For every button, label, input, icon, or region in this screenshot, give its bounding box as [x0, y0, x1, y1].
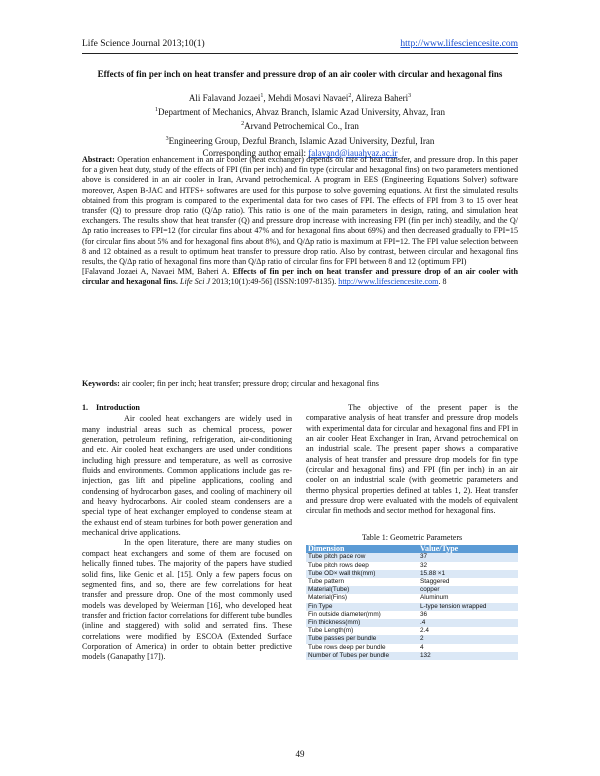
- paragraph: Air cooled heat exchangers are widely used in many industrial areas such as chemical process, power generation, petroleum refining, refrigeration, air-conditioning and etc. Air cooled heat exchangers are used under conditions including high pressure and temperature, as well as corrosive fluids and environments. Common applications include gas re-injection, gas lift and pipeline applications, cooling and condensing of hydrocarbon gases, and cooling of machinery oil and heavy hydrocarbons. Air cooled steam condensers are a special type of heat exchanger employed to condense steam at the exhaust end of steam turbines for both power generation and mechanical drive applications.: [82, 414, 292, 538]
- citation-journal: Life Sci J: [179, 277, 211, 287]
- table-row: [306, 611, 518, 619]
- abstract-body: [82, 155, 518, 267]
- affiliation-sup: 3: [165, 135, 169, 142]
- table-row: [306, 578, 518, 586]
- dimension-cell: Tube Length(m): [306, 627, 418, 635]
- table-row: [306, 603, 518, 611]
- table-row: [306, 570, 518, 578]
- keywords-text: air cooler; fin per inch; heat transfer; pressure drop; circular and hexagonal fins: [121, 379, 379, 388]
- running-header: [82, 37, 518, 54]
- affiliation: [70, 118, 530, 132]
- paragraph: In the open literature, there are many studies on compact heat exchangers and some of them are focused on helically finned tubes. The majority of the papers have studied solid fins, like Genic et al. [15]. Only a few papers focus on segmented fins, and so, there are few correlations for heat transfer and pressure drop. One of the most commonly used models was developed by Weierman [16], who developed heat transfer and friction factor correlations for different tube bundles (inline and staggered) with solid and serrated fins. These correlations were modified by ESCOA (Extended Surface Corporation of America) in order to obtain better predictive models (Ganapathy [17]).: [82, 538, 292, 662]
- citation-authors: [Falavand Jozaei A, Navaei MM, Baheri A.: [82, 267, 230, 277]
- value-cell: L-type tension wrapped: [418, 603, 518, 611]
- table-caption: Table 1: Geometric Parameters: [361, 532, 463, 542]
- value-cell: .4: [418, 619, 518, 627]
- dimension-cell: Tube passes per bundle: [306, 635, 418, 643]
- section-title: Introduction: [96, 403, 140, 412]
- table-row: [306, 553, 518, 561]
- table-row: [306, 627, 518, 635]
- author-list: Ali Falavand Jozaei$^1$, Mehdi Mosavi Navaei$^2$, Alireza Baheri$^3$: [188, 93, 412, 103]
- table-body: [306, 553, 518, 660]
- affiliation-sup: 1: [154, 107, 158, 114]
- dimension-cell: Tube pitch rows deep: [306, 562, 418, 570]
- affiliation: [70, 104, 530, 118]
- author-sup: 1: [260, 93, 264, 99]
- table-header-cell: Dimension: [306, 545, 418, 553]
- author-name: Ali Falavand Jozaei: [188, 93, 261, 103]
- table-row: [306, 619, 518, 627]
- geometric-parameters-table: [306, 545, 518, 660]
- value-cell: 32: [418, 562, 518, 570]
- value-cell: Staggered: [418, 578, 518, 586]
- paragraph: The objective of the present paper is the comparative analysis of heat transfer and pressure drop models with experimental data for circular and hexagonal fins and FPI in an air cooler Heat Exchanger in Iran, Arvand petrochemical on an industrial scale. The present paper shows a comparative analysis of heat transfer and pressure drop models for fin type (circular and hexagonal fins) and FPI (fin per inch) in an air cooler on an industrial scale (with geometric parameters and thermo physical properties defined at tables 1, 2). Heat transfer and pressure drop were evaluated with the models of equivalent circular fin methods and sector method for hexagonal fins.: [306, 403, 518, 516]
- table-row: [306, 594, 518, 602]
- keywords-label: Keywords:: [82, 379, 120, 388]
- table-row: [306, 635, 518, 643]
- table-header-row: [306, 545, 518, 553]
- author-sup: 2: [348, 93, 352, 99]
- abstract-text: Operation enhancement in an air cooler (heat exchanger) depends on rate of heat transfer, and pressure drop. In this paper for a given heat duty, study of the effects of FPI (fin per inch) and fin type (circular and hexagonal fins) on two parameters mentioned above is considered in an air cooler in Iran, Arvand petrochemical. A program in EES (Engineering Equations Solver) software moreover, Aspen B-JAC and HTFS+ softwares are used for this purpose to solve governing equations. At first the simulated results obtained from this program is compared to the experimental data for two cases of FPI. The effects of FPI from 3 to 15 over heat transfer (Q) to pressure drop ratio (Q/Δp ratio). This ratio is one of the main parameters in design, rating, and simulation heat exchangers. The results show that heat transfer (Q) and pressure drop increase with increasing FPI (fin per inch) steadily, and the Q/Δp ratio increases to FPI=12 (for circular fins about 47% and for hexagonal fins about 69%) and then decreased gradually to FPI=15 (for circular fins about 5% and for hexagonal fins about 8%), and Q/Δp ratio is maximum at FPI=12. The FPI value selection between 8 and 12 obtained as a result to optimum heat transfer to pressure drop ratio. Also by contrast, between circular and hexagonal fins results, the Q/Δp ratio of hexagonal fins more than Q/Δp ratio of circular fins for FPI between 8 and 12 (optimum FPI): [82, 155, 518, 267]
- page-number: 49: [295, 749, 305, 759]
- abstract-label: Abstract:: [82, 155, 115, 164]
- dimension-cell: Tube OD× wall thk(mm): [306, 570, 418, 578]
- table-row: [306, 644, 518, 652]
- journal-name: Life Science Journal 2013;10(1): [82, 39, 205, 49]
- citation: [82, 267, 518, 287]
- value-cell: Aluminum: [418, 594, 518, 602]
- value-cell: 2: [418, 635, 518, 643]
- value-cell: 36: [418, 611, 518, 619]
- dimension-cell: Tube rows deep per bundle: [306, 644, 418, 652]
- value-cell: 132: [418, 652, 518, 660]
- value-cell: copper: [418, 586, 518, 594]
- paper-title: Effects of fin per inch on heat transfer and pressure drop of an air cooler with circular and hexagonal fins: [97, 69, 503, 79]
- table-row: [306, 562, 518, 570]
- citation-suffix: . 8: [438, 277, 447, 287]
- dimension-cell: Fin Type: [306, 603, 418, 611]
- citation-title: Effects of fin per inch on heat transfer and pressure drop of an air cooler with circular and hexagonal fins.: [82, 267, 518, 287]
- section-heading: [82, 403, 292, 413]
- table-row: [306, 586, 518, 594]
- value-cell: 37: [418, 553, 518, 561]
- affiliation-text: Department of Mechanics, Ahvaz Branch, Islamic Azad University, Ahvaz, Iran: [157, 107, 446, 118]
- dimension-cell: Material(Fins): [306, 594, 418, 602]
- left-column: [82, 403, 292, 663]
- affiliation-sup: 2: [241, 121, 245, 128]
- dimension-cell: Tube pattern: [306, 578, 418, 586]
- right-column: [306, 403, 518, 660]
- email-link[interactable]: falavand@iauahvaz.ac.ir: [308, 147, 398, 158]
- affiliation: [70, 133, 530, 147]
- section-number: 1.: [82, 403, 89, 412]
- author-name: Mehdi Mosavi Navaei: [267, 93, 349, 103]
- author-block: [70, 90, 530, 159]
- citation-link[interactable]: http://www.lifesciencesite.com: [338, 277, 439, 287]
- dimension-cell: Material(Tube): [306, 586, 418, 594]
- affiliation-text: Arvand Petrochemical Co., Iran: [244, 121, 359, 132]
- author-sup: 3: [408, 93, 412, 99]
- value-cell: 15.88 ×1: [418, 570, 518, 578]
- citation-rest: 2013;10(1):49-56] (ISSN:1097-8135).: [212, 277, 337, 287]
- dimension-cell: Tube pitch pace row: [306, 553, 418, 561]
- affiliation-text: Engineering Group, Dezful Branch, Islamic Azad University, Dezful, Iran: [168, 135, 435, 146]
- value-cell: 2.4: [418, 627, 518, 635]
- email-label: Corresponding author email:: [202, 147, 306, 158]
- keywords: [82, 379, 518, 389]
- dimension-cell: Number of Tubes per bundle: [306, 652, 418, 660]
- dimension-cell: Fin outside diameter(mm): [306, 611, 418, 619]
- abstract: [82, 155, 518, 288]
- value-cell: 4: [418, 644, 518, 652]
- table-header-cell: Value/Type: [418, 545, 518, 553]
- dimension-cell: Fin thickness(mm): [306, 619, 418, 627]
- author-name: Alireza Baheri: [355, 93, 409, 103]
- journal-url-link[interactable]: http://www.lifesciencesite.com: [400, 39, 518, 49]
- table-row: [306, 652, 518, 660]
